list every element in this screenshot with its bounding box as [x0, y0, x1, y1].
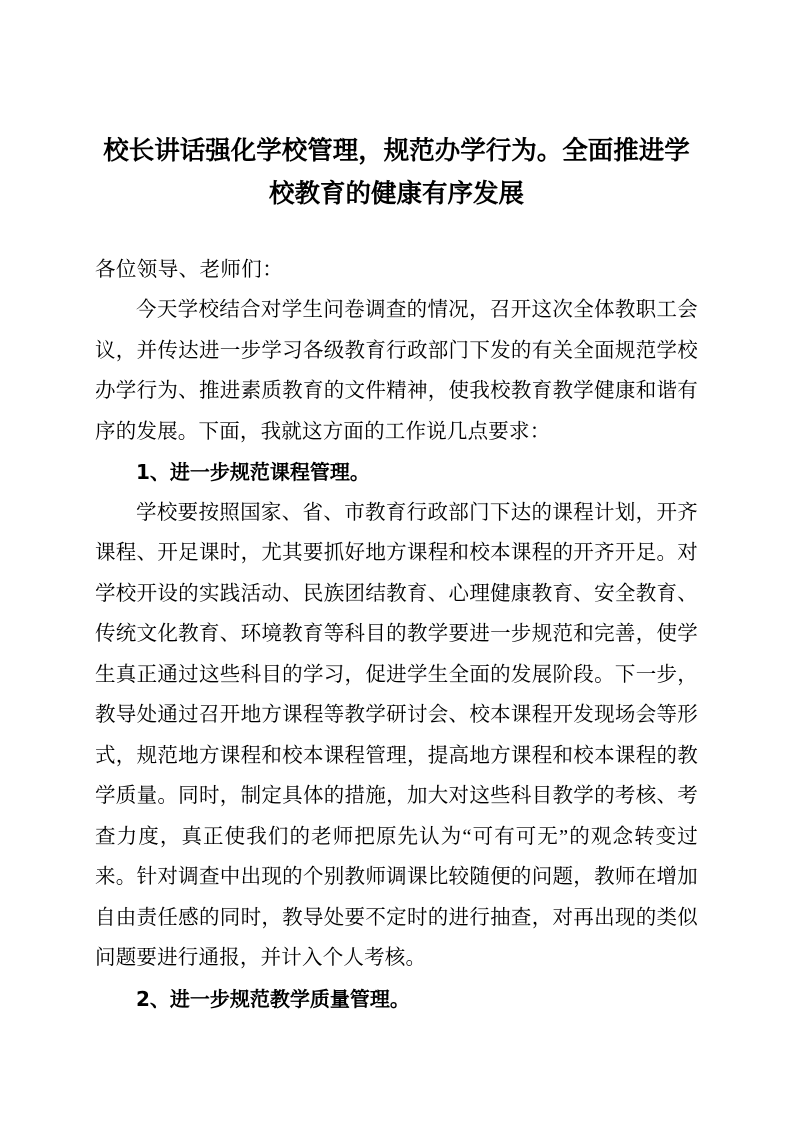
page-title: 校长讲话强化学校管理，规范办学行为。全面推进学校教育的健康有序发展	[103, 136, 690, 209]
salutation: 各位领导、老师们：	[95, 259, 284, 281]
paragraph-section-1-body: 学校要按照国家、省、市教育行政部门下达的课程计划，开齐课程、开足课时，尤其要抓好地方课程和校本课程的开齐开足。对学校开设的实践活动、民族团结教育、心理健康教育、安全教育、传统文化教育、环境教育等科目的教学要进一步规范和完善，使学生真正通过这些科目的学习，促进学生全面的发展阶段。下一步，教导处通过召开地方课程等教学研讨会、校本课程开发现场会等形式，规范地方课程和校本课程管理，提高地方课程和校本课程的教学质量。同时，制定具体的措施，加大对这些科目教学的考核、考查力度，真正使我们的老师把原先认为“可有可无”的观念转变过来。针对调查中出现的个别教师调课比较随便的问题，教师在增加自由责任感的同时，教导处要不定时的进行抽查，对再出现的类似问题要进行通报，并计入个人考核。	[95, 501, 698, 969]
paragraph-section-1-heading: 1、进一步规范课程管理。	[136, 460, 370, 484]
paragraph-intro: 今天学校结合对学生问卷调查的情况，召开这次全体教职工会议，并传达进一步学习各级教育行政部门下发的有关全面规范学校办学行为、推进素质教育的文件精神，使我校教育教学健康和谐有序的发展。下面，我就这方面的工作说几点要求：	[95, 299, 698, 443]
document-body	[95, 250, 698, 1019]
paragraph-section-2-heading: 2、进一步规范教学质量管理。	[136, 986, 410, 1011]
